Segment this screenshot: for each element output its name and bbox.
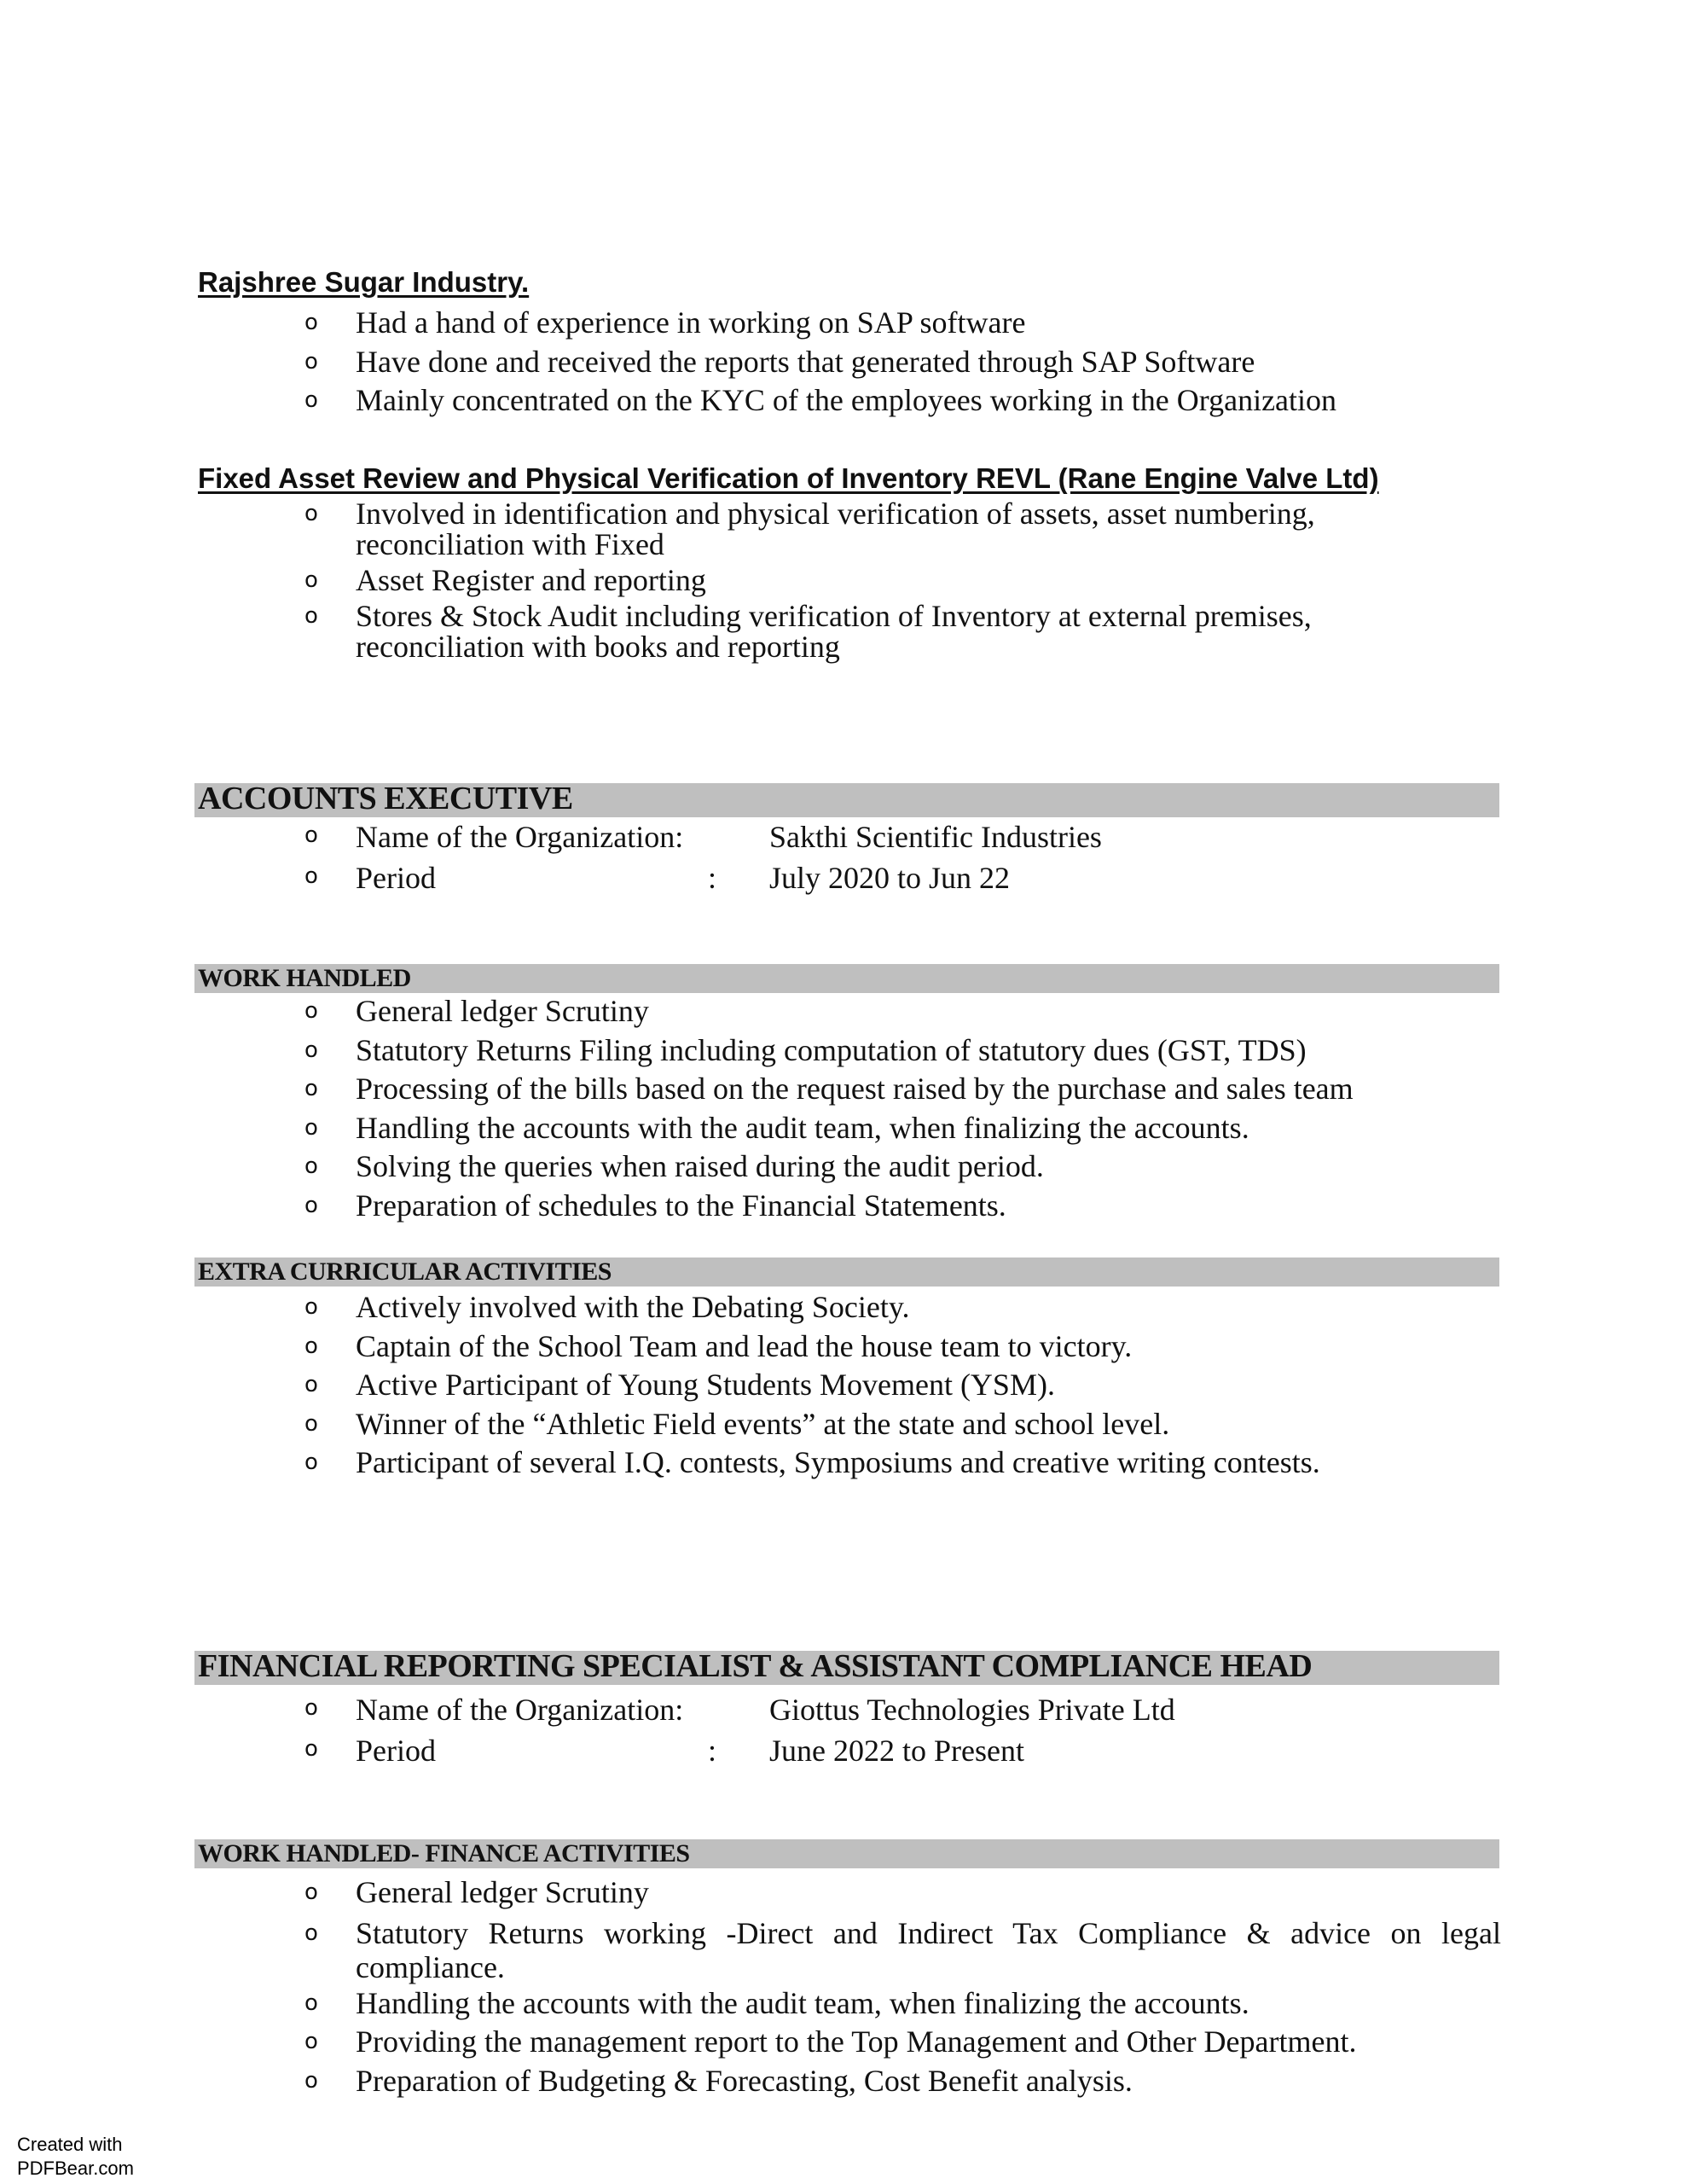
list-item: o Statutory Returns working -Direct and Indirect Tax Compliance & advice on legal [304, 1915, 1501, 1950]
list-item: o Stores & Stock Audit including verification of Inventory at external premises, reconciliation with books and reporting [304, 599, 1312, 664]
work-finance-list [0, 1873, 1507, 2100]
bullet-icon: o [304, 1449, 318, 1475]
period-colon: : [708, 861, 717, 895]
bullet-icon: o [304, 387, 318, 413]
list-item: o Preparation of schedules to the Financial Statements. [0, 1187, 1507, 1226]
list-item: o Asset Register and reporting [304, 563, 706, 597]
bullet-icon: o [304, 1920, 318, 1946]
work-handled-bar [194, 964, 1499, 993]
list-item: o General ledger Scrutiny [0, 1873, 1507, 1913]
footer-line2: PDFBear.com [17, 2158, 134, 2179]
period-label: Period [356, 861, 436, 895]
section-title: EXTRA CURRICULAR ACTIVITIES [198, 1258, 612, 1286]
rajshree-heading: Rajshree Sugar Industry. [198, 266, 530, 298]
bullet-icon: o [304, 1076, 318, 1101]
bullet-icon: o [304, 348, 318, 375]
section-title: ACCOUNTS EXECUTIVE [198, 781, 573, 816]
bullet-icon: o [304, 1294, 318, 1320]
list-item: o Captain of the School Team and lead the house team to victory. [0, 1327, 1507, 1367]
created-with-watermark [17, 2133, 134, 2181]
bullet-icon: o [304, 603, 318, 629]
bullet-icon: o [304, 1695, 318, 1721]
list-item-continuation: compliance. [356, 1949, 505, 1984]
list-item: o Preparation of Budgeting & Forecasting, Cost Benefit analysis. [0, 2062, 1507, 2101]
bullet-icon: o [304, 1372, 318, 1397]
list-item: o Involved in identification and physical verification of assets, asset numbering, reconciliation with Fixed [304, 497, 1315, 561]
list-item: o Have done and received the reports that generated through SAP Software [0, 343, 1507, 382]
extra-curricular-list [0, 1288, 1507, 1483]
list-item: o Mainly concentrated on the KYC of the employees working in the Organization [0, 381, 1507, 421]
bullet-icon: o [304, 2067, 318, 2094]
section-title: FINANCIAL REPORTING SPECIALIST & ASSISTANT COMPLIANCE HEAD [198, 1648, 1313, 1684]
fixed-asset-heading: Fixed Asset Review and Physical Verification of Inventory REVL (Rane Engine Valve Ltd) [198, 462, 1379, 494]
list-item: o Handling the accounts with the audit team, when finalizing the accounts. [0, 1109, 1507, 1148]
org-value: Sakthi Scientific Industries [769, 820, 1102, 854]
section-title: WORK HANDLED [198, 964, 411, 992]
list-item: o General ledger Scrutiny [0, 992, 1507, 1031]
bullet-icon: o [304, 1037, 318, 1063]
org-label: Name of the Organization: [356, 820, 684, 854]
bullet-icon: o [304, 1879, 318, 1905]
extra-curricular-bar [194, 1258, 1499, 1287]
bullet-icon: o [304, 1989, 318, 2016]
bullet-icon: o [304, 1153, 318, 1179]
period-colon: : [708, 1734, 717, 1768]
bullet-icon: o [304, 567, 318, 593]
list-item: o Actively involved with the Debating Society. [0, 1288, 1507, 1327]
bullet-icon: o [304, 863, 318, 889]
accounts-executive-bar [194, 783, 1499, 817]
list-item: o Statutory Returns Filing including computation of statutory dues (GST, TDS) [0, 1031, 1507, 1071]
bullet-icon: o [304, 310, 318, 335]
org-label: Name of the Organization: [356, 1693, 684, 1727]
list-item: o Active Participant of Young Students Movement (YSM). [0, 1366, 1507, 1405]
list-item: o Participant of several I.Q. contests, Symposiums and creative writing contests. [0, 1443, 1507, 1483]
fixed-asset-list [0, 497, 1507, 665]
work-handled-list [0, 992, 1507, 1225]
bullet-icon: o [304, 1114, 318, 1141]
list-item: o Processing of the bills based on the request raised by the purchase and sales team [0, 1070, 1507, 1109]
period-value: June 2022 to Present [769, 1734, 1024, 1768]
bullet-icon: o [304, 2029, 318, 2054]
bullet-icon: o [304, 1410, 318, 1437]
list-item: o Providing the management report to the Top Management and Other Department. [0, 2023, 1507, 2062]
list-item: o Solving the queries when raised during the audit period. [0, 1147, 1507, 1187]
bullet-icon: o [304, 998, 318, 1024]
list-item: o Winner of the “Athletic Field events” at the state and school level. [0, 1405, 1507, 1444]
bullet-icon: o [304, 501, 318, 526]
bullet-icon: o [304, 1736, 318, 1762]
org-value: Giottus Technologies Private Ltd [769, 1693, 1175, 1727]
bullet-icon: o [304, 822, 318, 848]
section-title: WORK HANDLED- FINANCE ACTIVITIES [198, 1839, 690, 1867]
financial-reporting-bar [194, 1648, 1499, 1685]
rajshree-list [0, 304, 1507, 421]
list-item: o Had a hand of experience in working on SAP software [0, 304, 1507, 343]
footer-line1: Created with [17, 2134, 123, 2155]
bullet-icon: o [304, 1192, 318, 1218]
period-label: Period [356, 1734, 436, 1768]
bullet-icon: o [304, 1333, 318, 1359]
list-item: o Handling the accounts with the audit team, when finalizing the accounts. [0, 1984, 1507, 2024]
work-finance-bar [194, 1839, 1499, 1868]
period-value: July 2020 to Jun 22 [769, 861, 1011, 895]
